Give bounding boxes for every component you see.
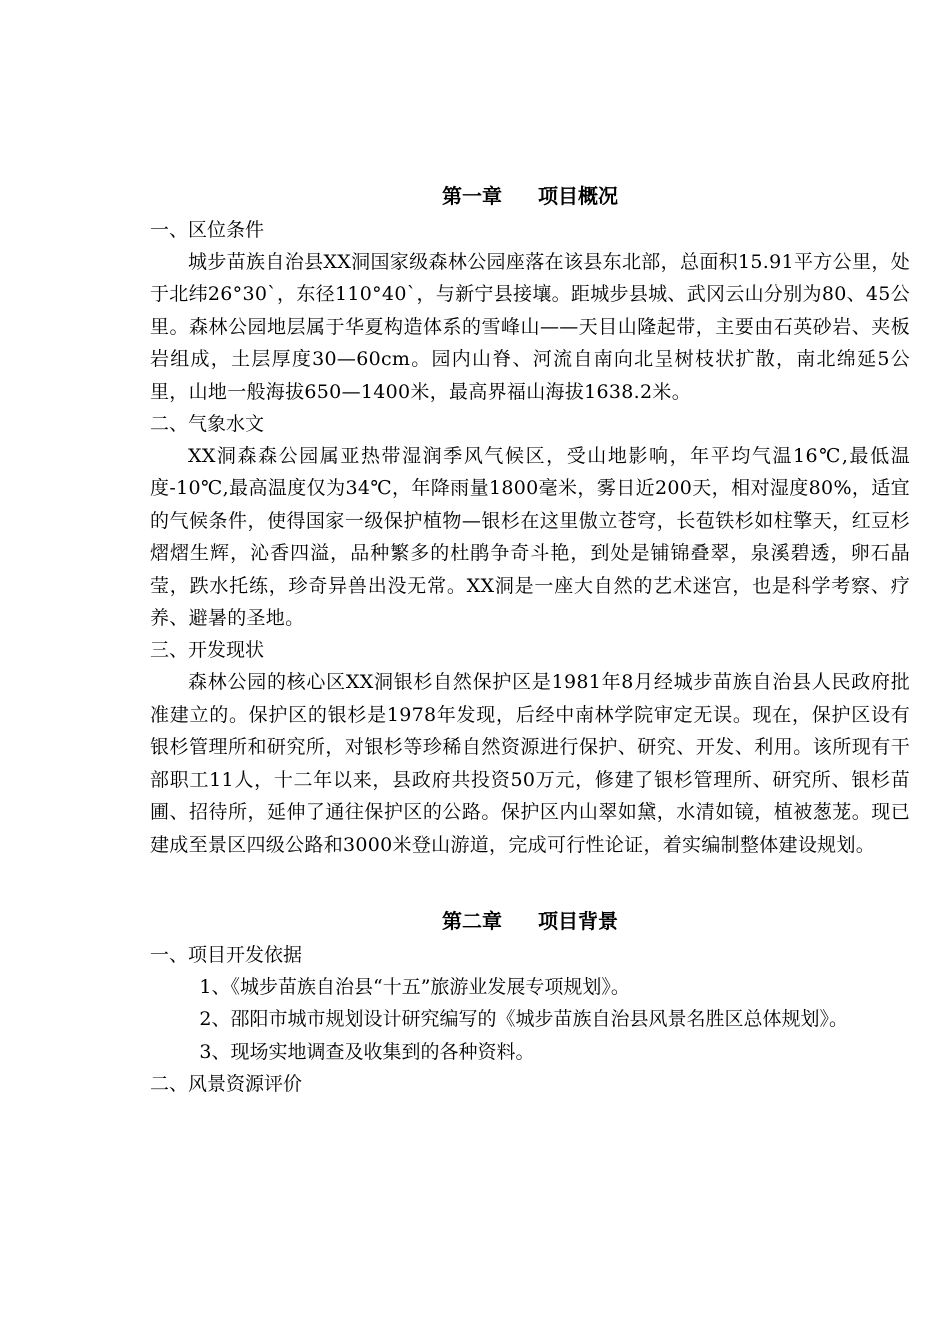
paragraph-location: 城步苗族自治县XX洞国家级森林公园座落在该县东北部，总面积15.91平方公里，处于北纬26°30`，东径110°40`，与新宁县接壤。距城步县城、武冈云山分别为80、45公里。森林公园地层属于华夏构造体系的雪峰山——天目山隆起带，主要由石英砂岩、夹板岩组成，土层厚度30—60cm。园内山脊、河流自南向北呈树枝状扩散，南北绵延5公里，山地一般海拔650—1400米，最高界福山海拔1638.2米。: [150, 251, 910, 403]
paragraph-climate: XX洞森森公园属亚热带湿润季风气候区，受山地影响，年平均气温16℃,最低温度-10℃,最高温度仅为34℃，年降雨量1800毫米，雾日近200天，相对湿度80%，适宜的气候条件，使得国家一级保护植物—银杉在这里傲立苍穹，长苞铁杉如柱擎天，红豆杉熠熠生辉，沁香四溢，品种繁多的杜鹃争奇斗艳，到处是铺锦叠翠，泉溪碧透，卵石晶莹，跌水托练，珍奇异兽出没无常。XX洞是一座大自然的艺术迷宫，也是科学考察、疗养、避暑的圣地。: [150, 445, 910, 630]
chapter-1-heading: [150, 178, 910, 214]
section-heading-development: 三、开发现状: [150, 639, 265, 662]
chapter-1-title: 项目概况: [538, 184, 618, 208]
section-heading-resources: 二、风景资源评价: [150, 1073, 303, 1096]
chapter-2-title: 项目背景: [538, 908, 618, 933]
chapter-1-label: 第一章: [442, 184, 502, 208]
section-heading-location: 一、区位条件: [150, 219, 265, 241]
chapter-2-heading: [150, 903, 910, 939]
section-heading-basis: 一、项目开发依据: [150, 943, 303, 966]
list-item: 3、现场实地调查及收集到的各种资料。: [199, 1040, 535, 1063]
list-item: 2、邵阳市城市规划设计研究编写的《城步苗族自治县风景名胜区总体规划》。: [199, 1008, 848, 1031]
chapter-2-label: 第二章: [442, 908, 502, 933]
section-heading-climate: 二、气象水文: [150, 413, 265, 436]
paragraph-development: 森林公园的核心区XX洞银杉自然保护区是1981年8月经城步苗族自治县人民政府批准建立的。保护区的银杉是1978年发现，后经中南林学院审定无误。现在，保护区设有银杉管理所和研究所，对银杉等珍稀自然资源进行保护、研究、开发、利用。该所现有干部职工11人，十二年以来，县政府共投资50万元，修建了银杉管理所、研究所、银杉苗圃、招待所，延伸了通往保护区的公路。保护区内山翠如黛，水清如镜，植被葱茏。现已建成至景区四级公路和3000米登山游道，完成可行性论证，着实编制整体建设规划。: [150, 671, 910, 856]
document-body: [150, 178, 910, 1100]
list-item: 1、《城步苗族自治县“十五”旅游业发展专项规划》。: [199, 975, 630, 998]
